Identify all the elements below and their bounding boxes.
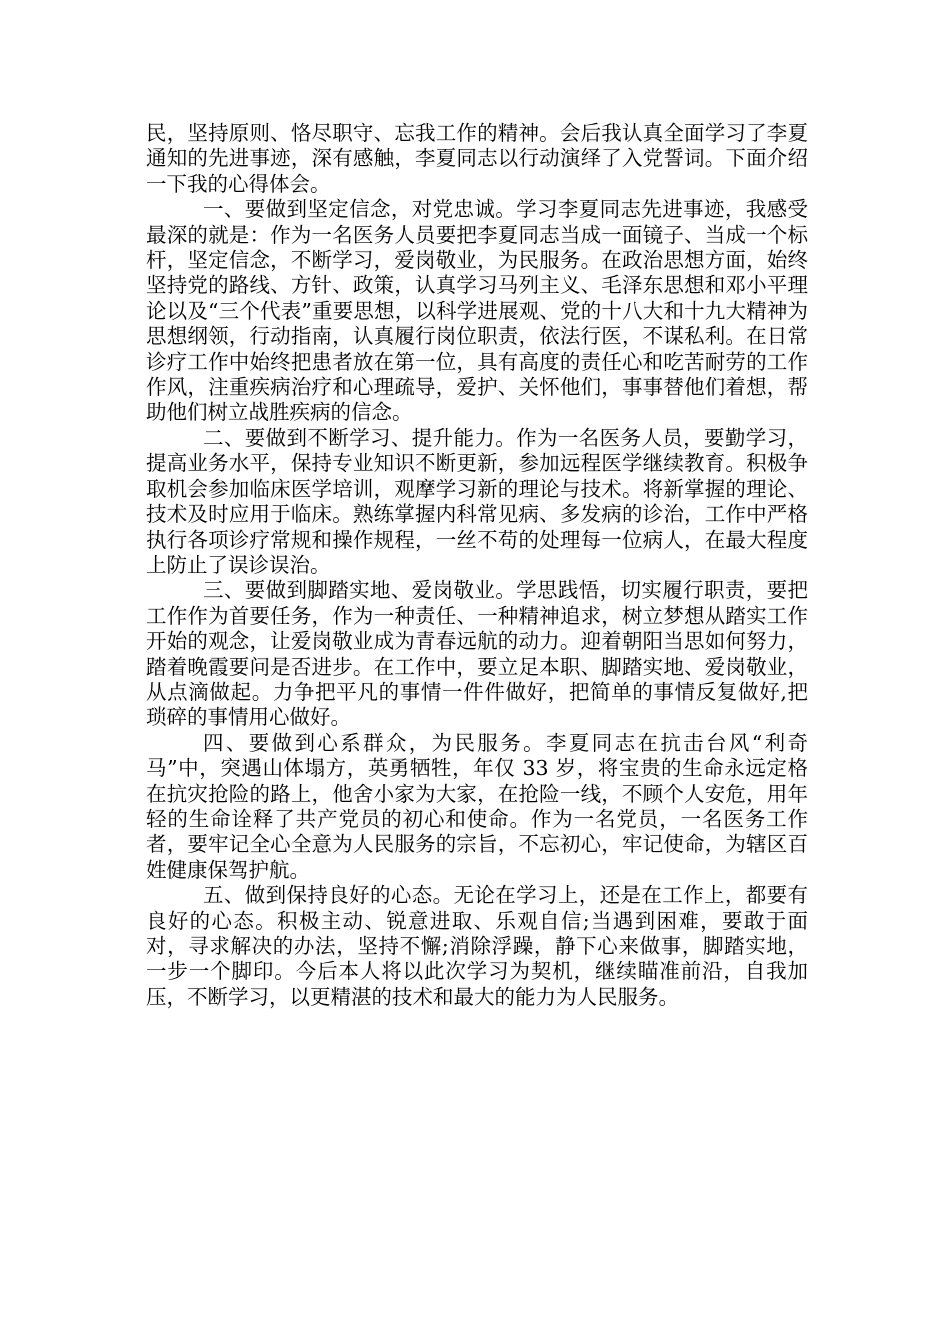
paragraph-intro: 民，坚持原则、恪尽职守、忘我工作的精神。会后我认真全面学习了李夏通知的先进事迹，深有感触，李夏同志以行动演绎了入党誓词。下面介绍一下我的心得体会。 <box>146 121 808 196</box>
paragraph-section-2: 二、要做到不断学习、提升能力。作为一名医务人员，要勤学习，提高业务水平，保持专业知识不断更新，参加远程医学继续教育。积极争取机会参加临床医学培训，观摩学习新的理论与技术。将新掌握的理论、技术及时应用于临床。熟练掌握内科常见病、多发病的诊治，工作中严格执行各项诊疗常规和操作规程，一丝不苟的处理每一位病人，在最大程度上防止了误诊误治。 <box>146 425 808 577</box>
document-body <box>146 121 808 1010</box>
paragraph-section-1: 一、要做到坚定信念，对党忠诚。学习李夏同志先进事迹，我感受最深的就是：作为一名医务人员要把李夏同志当成一面镜子、当成一个标杆，坚定信念，不断学习，爱岗敬业，为民服务。在政治思想方面，始终坚持党的路线、方针、政策，认真学习马列主义、毛泽东思想和邓小平理论以及“三个代表”重要思想，以科学进展观、党的十八大和十九大精神为思想纲领，行动指南，认真履行岗位职责，依法行医，不谋私利。在日常诊疗工作中始终把患者放在第一位，具有高度的责任心和吃苦耐劳的工作作风，注重疾病治疗和心理疏导，爱护、关怀他们，事事替他们着想，帮助他们树立战胜疾病的信念。 <box>146 197 808 425</box>
paragraph-section-4: 四、要做到心系群众，为民服务。李夏同志在抗击台风“利奇马”中，突遇山体塌方，英勇牺牲，年仅 33 岁，将宝贵的生命永远定格在抗灾抢险的路上，他舍小家为大家，在抢险一线，不顾个人安危，用年轻的生命诠释了共产党员的初心和使命。作为一名党员，一名医务工作者，要牢记全心全意为人民服务的宗旨，不忘初心，牢记使命，为辖区百姓健康保驾护航。 <box>146 730 808 882</box>
paragraph-section-3: 三、要做到脚踏实地、爱岗敬业。学思践悟，切实履行职责，要把工作作为首要任务，作为一种责任、一种精神追求，树立梦想从踏实工作开始的观念，让爱岗敬业成为青春远航的动力。迎着朝阳当思如何努力，踏着晚霞要问是否进步。在工作中，要立足本职、脚踏实地、爱岗敬业，从点滴做起。力争把平凡的事情一件件做好，把简单的事情反复做好,把琐碎的事情用心做好。 <box>146 578 808 730</box>
paragraph-section-5: 五、做到保持良好的心态。无论在学习上，还是在工作上，都要有良好的心态。积极主动、锐意进取、乐观自信;当遇到困难，要敢于面对，寻求解决的办法，坚持不懈;消除浮躁，静下心来做事，脚踏实地，一步一个脚印。今后本人将以此次学习为契机，继续瞄准前沿，自我加压，不断学习，以更精湛的技术和最大的能力为人民服务。 <box>146 883 808 1009</box>
